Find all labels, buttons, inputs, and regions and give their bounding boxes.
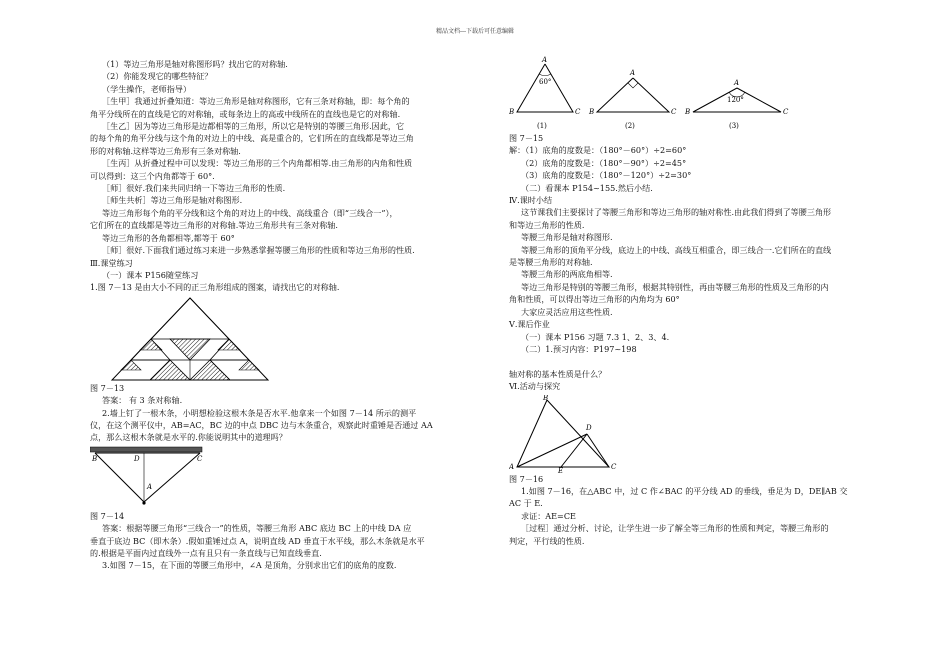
section-heading: Ⅲ.课堂练习 xyxy=(90,257,133,268)
text-line: （学生操作，老师指导） xyxy=(102,83,192,94)
label-B: B xyxy=(685,108,691,116)
label-B: B xyxy=(92,454,98,463)
label-A: A xyxy=(509,462,515,471)
text-line: 是等腰三角形的对称轴. xyxy=(509,257,593,268)
text-line: ［生乙］因为等边三角形是边都相等的三角形，所以它是特别的等腰三角形.因此，它 xyxy=(102,121,405,132)
text-line: 形的对称轴.这样等边三角形有三条对称轴. xyxy=(90,145,241,156)
text-line: ［生甲］我通过折叠知道：等边三角形是轴对称图形，它有三条对称轴，即：每个角的 xyxy=(102,96,410,107)
text-line: 等边三角形每个角的平分线和这个角的对边上的中线、高线重合（即“三线合一”）， xyxy=(102,207,398,218)
text-line: 3.如图 7－15，在下面的等腰三角形中，∠A 是顶角，分别求出它们的底角的度数. xyxy=(102,560,397,571)
text-line: ［过程］通过分析、讨论，让学生进一步了解全等三角形的性质和判定，等腰三角形的 xyxy=(521,523,829,534)
figure-7-14 xyxy=(90,446,220,510)
text-line: 角和性质，可以得出等边三角形的内角均为 60° xyxy=(509,294,680,305)
label-D: D xyxy=(134,454,140,463)
text-line: 这节课我们主要探讨了等腰三角形和等边三角形的轴对称性.由此我们得到了等腰三角形 xyxy=(521,207,832,218)
text-line: 的每个角的角平分线与这个角的对边上的中线、高是重合的，它们所在的直线都是等边三角 xyxy=(90,133,414,144)
figure-caption: 图 7－14 xyxy=(90,510,125,521)
text-line: 等边三角形的各角都相等,都等于 60° xyxy=(102,232,235,243)
label-A: A xyxy=(542,56,548,64)
label-A: A xyxy=(630,69,636,77)
text-line: 轴对称的基本性质是什么？ xyxy=(509,368,607,379)
text-line: （一）课本 P156 习题 7.3 1、2、3、4. xyxy=(521,331,670,342)
section-heading: Ⅳ.课时小结 xyxy=(509,195,553,206)
angle-60: 60° xyxy=(539,78,552,86)
text-line: （2）底角的度数是：（180°－90°）÷2=45° xyxy=(521,157,687,168)
text-line: 求证：AE=CE xyxy=(521,510,576,521)
section-heading: Ⅴ.课后作业 xyxy=(509,319,550,330)
text-line: 它们所在的直线都是等边三角形的对称轴.等边三角形共有三条对称轴. xyxy=(90,220,338,231)
text-line: 等边三角形是特别的等腰三角形，根据其特别性，再由等腰三角形的性质及三角形的内 xyxy=(521,281,829,292)
text-line: ［师生共析］等边三角形是轴对称图形. xyxy=(102,195,243,206)
label-C: C xyxy=(197,454,203,463)
text-line: 2.墙上钉了一根木条，小明想检验这根木条是否水平.他拿来一个如图 7－14 所示的测平 xyxy=(102,407,417,418)
label-C: C xyxy=(575,108,581,116)
text-line: 的.根据是平面内过直线外一点有且只有一条直线与已知直线垂直. xyxy=(90,547,322,558)
text-line: 和等边三角形的性质. xyxy=(509,219,585,230)
right-column xyxy=(509,58,889,547)
figure-7-15 xyxy=(509,54,799,132)
figure-caption: 图 7－13 xyxy=(90,382,125,393)
text-line: 1.如图 7－16，在△ABC 中，过 C 作∠BAC 的平分线 AD 的垂线，垂足为 D，DE∥AB 交 xyxy=(521,485,848,496)
page-header: 精品文档---下载后可任意编辑 xyxy=(435,28,515,35)
text-line: 等腰三角形的顶角平分线，底边上的中线、高线互相重合，即三线合一.它们所在的直线 xyxy=(521,244,832,255)
figure-caption: 图 7－15 xyxy=(509,133,544,143)
label-B: B xyxy=(589,108,595,116)
text-line: 解：（1）底角的度数是：（180°－60°）÷2=60° xyxy=(509,145,687,156)
angle-120: 120° xyxy=(727,96,744,104)
left-column xyxy=(90,58,470,572)
text-line: 仪，在这个测平仪中，AB=AC，BC 边的中点 DBC 边与木条重合，观察此时重锤是否通过 AA xyxy=(90,419,433,430)
sub-label-1: (1) xyxy=(537,122,547,130)
figure-caption: 图 7－16 xyxy=(509,473,544,484)
text-line: AC 于 E. xyxy=(509,498,543,509)
sub-label-3: (3) xyxy=(729,122,739,130)
text-line: 答案：根据等腰三角形“三线合一”的性质，等腰三角形 ABC 底边 BC 上的中线 DA 应 xyxy=(102,523,412,534)
text-line: 点，那么这根木条就是水平的.你能说明其中的道理吗？ xyxy=(90,432,287,443)
label-A: A xyxy=(147,482,153,491)
text-line: ［师］很好.下面我们通过练习来进一步熟悉掌握等腰三角形的性质和等边三角形的性质. xyxy=(102,245,415,256)
text-line: （一）课本 P156随堂练习 xyxy=(102,269,199,280)
text-line: ［生丙］从折叠过程中可以发现：等边三角形的三个内角都相等.由三角形的内角和性质 xyxy=(102,158,413,169)
text-line: （二）1.预习内容：P197~198 xyxy=(521,343,637,354)
text-line: 等腰三角形是轴对称图形. xyxy=(521,232,613,243)
label-C: C xyxy=(611,462,617,471)
text-line: 等腰三角形的两底角相等. xyxy=(521,269,613,280)
label-D: D xyxy=(586,423,592,432)
section-heading: Ⅵ.活动与探究 xyxy=(509,381,561,392)
label-A: A xyxy=(734,79,740,87)
figure-7-16 xyxy=(509,395,629,473)
label-C: C xyxy=(671,108,677,116)
label-B: B xyxy=(543,394,549,402)
blank-line xyxy=(509,355,889,367)
text-line: （1）等边三角形是轴对称图形吗？找出它的对称轴. xyxy=(102,59,288,69)
text-line: （3）底角的度数是：（180°－120°）÷2=30° xyxy=(521,170,692,181)
text-line: 可以得到：这三个内角都等于 60°. xyxy=(90,170,215,181)
text-line: 1.图 7－13 是由大小不同的正三角形组成的图案，请找出它的对称轴. xyxy=(90,282,340,293)
figure-7-13 xyxy=(90,296,290,382)
text-line: ［师］很好.我们来共同归纳一下等边三角形的性质. xyxy=(102,183,286,194)
text-line: 判定，平行线的性质. xyxy=(509,535,585,546)
label-C: C xyxy=(783,108,789,116)
sub-label-2: (2) xyxy=(625,122,635,130)
text-line: （2）你能发现它的哪些特征？ xyxy=(102,71,213,82)
text-line: 大家应灵活应用这些性质. xyxy=(521,306,613,317)
label-B: B xyxy=(509,108,515,116)
text-line: 垂直于底边 BC（即木条）.假如重锤过点 A，说明直线 AD 垂直于水平线，那么木条就是水平 xyxy=(90,535,425,546)
text-line: 角平分线所在的直线是它的对称轴，或每条边上的高或中线所在的直线也是它的对称轴. xyxy=(90,108,401,119)
answer-1: 答案： 有 3 条对称轴. xyxy=(102,395,183,406)
label-E: E xyxy=(558,466,564,473)
text-line: （二）看课本 P154~155.然后小结. xyxy=(521,182,653,193)
